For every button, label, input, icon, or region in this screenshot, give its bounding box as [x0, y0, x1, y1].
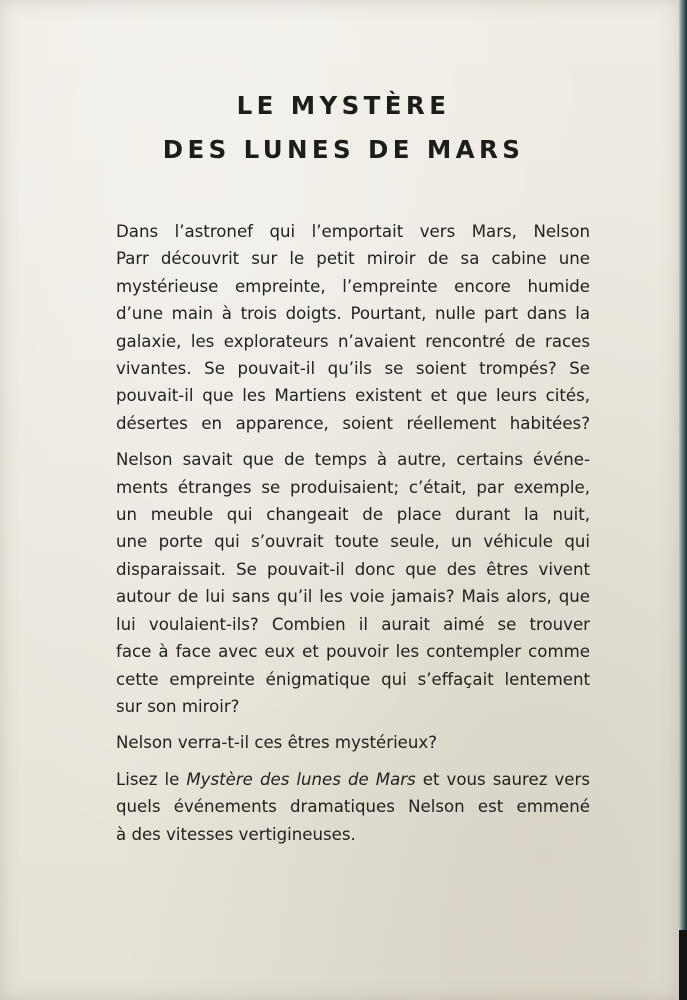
paragraph-3 [116, 729, 590, 756]
text-line: Nelson verra-t-il ces êtres mystérieux? [116, 733, 438, 753]
paragraph-4 [116, 766, 590, 848]
text-line: à des vitesses vertigineuses. [116, 824, 356, 844]
text-line: quels événements dramatiques Nelson est emmené [116, 797, 590, 817]
text-line: une porte qui s’ouvrait toute seule, un véhicule qui [116, 532, 590, 552]
paragraph-1 [116, 218, 590, 437]
text-line: sur son miroir? [116, 696, 240, 716]
book-spine-edge [679, 0, 687, 1000]
text-line: Parr découvrit sur le petit miroir de sa cabine une [116, 249, 590, 269]
text-line [116, 766, 590, 793]
text-line: mystérieuse empreinte, l’empreinte encore humide [116, 276, 590, 296]
text-line: cette empreinte énigmatique qui s’effaçait lentement [116, 669, 590, 689]
text-line: disparaissait. Se pouvait-il donc que des êtres vivent [116, 559, 590, 579]
text-line: vivantes. Se pouvait-il qu’ils se soient trompés? Se [116, 359, 590, 379]
text-line: face à face avec eux et pouvoir les contempler comme [116, 642, 590, 662]
text-line: Nelson savait que de temps à autre, certains événe- [116, 450, 590, 470]
text-line: lui voulaient-ils? Combien il aurait aimé se trouver [116, 614, 590, 634]
text-line: ments étranges se produisaient; c’était, par exemple, [116, 477, 590, 497]
text-line: galaxie, les explorateurs n’avaient rencontré de races [116, 331, 590, 351]
text-run: Lisez le [116, 769, 187, 789]
paragraph-2 [116, 446, 590, 720]
text-line: d’une main à trois doigts. Pourtant, nulle part dans la [116, 304, 590, 324]
book-title-italic: Mystère des lunes de Mars [186, 769, 416, 789]
book-title [0, 84, 687, 172]
book-corner-shadow [679, 930, 687, 1000]
text-line: pouvait-il que les Martiens existent et que leurs cités, [116, 386, 590, 406]
blurb-text [116, 218, 590, 857]
title-line-2: DES LUNES DE MARS [162, 135, 525, 164]
title-line-1: LE MYSTÈRE [236, 91, 451, 120]
text-line: autour de lui sans qu’il les voie jamais? Mais alors, que [116, 587, 590, 607]
text-run: et vous saurez vers [415, 769, 590, 789]
text-line: Dans l’astronef qui l’emportait vers Mars, Nelson [116, 222, 590, 241]
text-line: un meuble qui changeait de place durant la nuit, [116, 505, 590, 525]
text-line: désertes en apparence, soient réellement habitées? [116, 413, 590, 433]
